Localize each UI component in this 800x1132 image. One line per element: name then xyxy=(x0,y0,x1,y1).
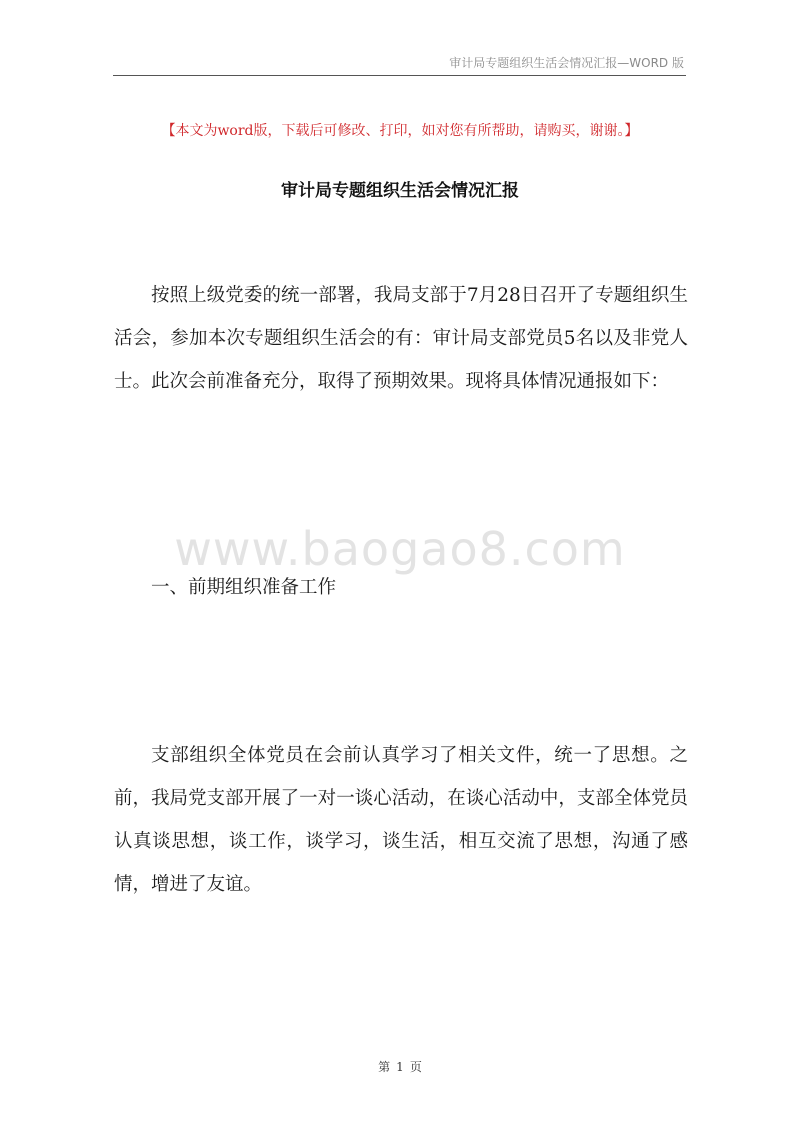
footer-suffix: 页 xyxy=(409,1060,422,1074)
running-header: 审计局专题组织生活会情况汇报—WORD 版 xyxy=(449,56,684,70)
document-title: 审计局专题组织生活会情况汇报 xyxy=(281,181,519,201)
purchase-notice: 【本文为word版，下载后可修改、打印，如对您有所帮助，请购买，谢谢。】 xyxy=(161,123,639,139)
section-heading-1: 一、前期组织准备工作 xyxy=(151,577,337,598)
footer-prefix: 第 xyxy=(378,1060,391,1074)
header-divider xyxy=(113,75,686,76)
page-footer xyxy=(0,1058,800,1075)
paragraph-intro: 按照上级党委的统一部署，我局支部于7月28日召开了专题组织生活会，参加本次专题组织生活会的有：审计局支部党员5名以及非党人士。此次会前准备充分，取得了预期效果。现将具体情况通报如下： xyxy=(114,285,688,392)
watermark: www.baogao8.com xyxy=(174,522,626,576)
page-number: 1 xyxy=(396,1060,404,1074)
paragraph-preparation: 支部组织全体党员在会前认真学习了相关文件，统一了思想。之前，我局党支部开展了一对一谈心活动，在谈心活动中，支部全体党员认真谈思想，谈工作，谈学习，谈生活，相互交流了思想，沟通了感情，增进了友谊。 xyxy=(114,745,688,895)
